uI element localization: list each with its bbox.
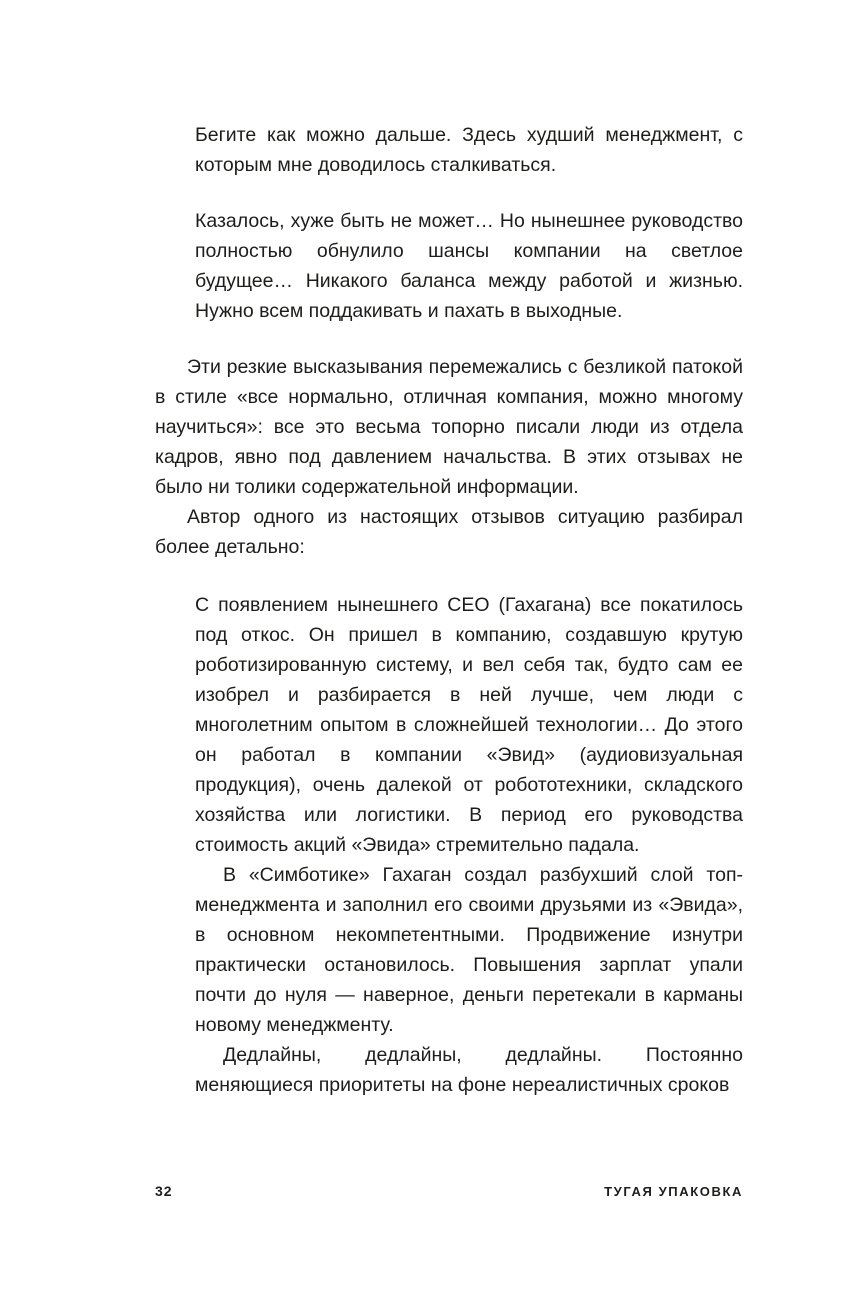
- quote-paragraph: В «Симботике» Гахаган создал разбухший слой топ-менеджмента и заполнил его своими друзьями из «Эвида», в основном некомпетентными. Продвижение изнутри практически остановилось. Повышения зарплат упали почти до нуля — наверное, деньги перетекали в карманы новому менеджменту.: [195, 864, 743, 1036]
- page-number: 32: [155, 1183, 173, 1199]
- running-title: ТУГАЯ УПАКОВКА: [604, 1184, 743, 1199]
- page-footer: [155, 1183, 743, 1199]
- body-paragraph-2: Автор одного из настоящих отзывов ситуацию разбирал более детально:: [155, 506, 743, 558]
- quote-paragraph: Дедлайны, дедлайны, дедлайны. Постоянно меняющиеся приоритеты на фоне нереалистичных сроков: [195, 1044, 743, 1096]
- quote-paragraph: С появлением нынешнего CEO (Гахагана) все покатилось под откос. Он пришел в компанию, создавшую крутую роботизированную систему, и вел себя так, будто сам ее изобрел и разбирается в ней лучше, чем люди с многолетним опытом в сложнейшей технологии… До этого он работал в компании «Эвид» (аудиовизуальная продукция), очень далекой от робототехники, складского хозяйства или логистики. В период его руководства стоимость акций «Эвида» стремительно падала.: [195, 594, 743, 856]
- review-quote-2: [195, 206, 743, 326]
- quote-paragraph: Казалось, хуже быть не может… Но нынешнее руководство полностью обнулило шансы компании на светлое будущее… Никакого баланса между работой и жизнью. Нужно всем поддакивать и пахать в выходные.: [195, 210, 743, 322]
- quote-paragraph: Бегите как можно дальше. Здесь худший менеджмент, с которым мне доводилось сталкиваться.: [195, 124, 743, 176]
- review-quote-3: [195, 590, 743, 1100]
- review-quote-1: [195, 120, 743, 180]
- page-content: [155, 120, 743, 1100]
- body-paragraph-1: Эти резкие высказывания перемежались с безликой патокой в стиле «все нормально, отличная компания, можно многому научиться»: все это весьма топорно писали люди из отдела кадров, явно под давлением начальства. В этих отзывах не было ни толики содержательной информации.: [155, 356, 743, 498]
